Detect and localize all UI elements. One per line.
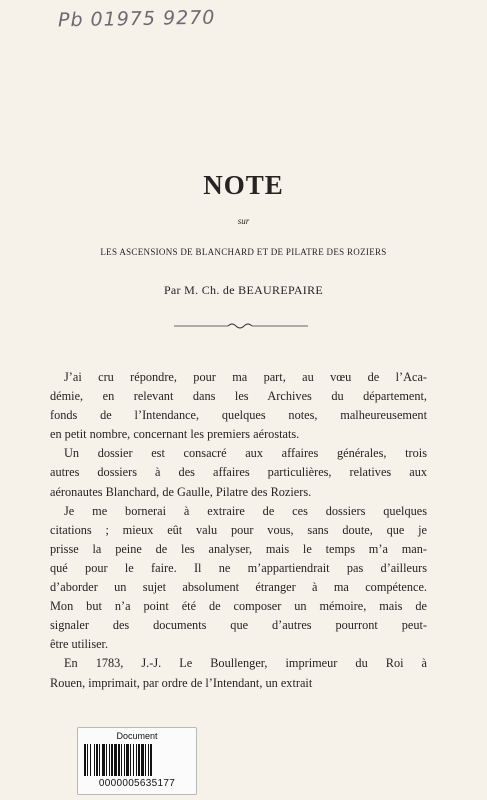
barcode-icon [84, 744, 190, 776]
body-line: en petit nombre, concernant les premiers aérostats. [50, 427, 300, 442]
body-text [50, 368, 427, 693]
barcode-bar [109, 744, 110, 776]
barcode-bar [106, 744, 107, 776]
barcode-label-sticker [77, 727, 197, 795]
handwritten-call-number: Pb 01975 9270 [57, 6, 216, 32]
barcode-title: Document [116, 731, 158, 741]
author-line: Par M. Ch. de BEAUREPAIRE [163, 283, 324, 297]
body-line: Mon but n’a point été de composer un mémoire, mais de [50, 599, 427, 614]
body-line: démie, en relevant dans les Archives du département, [50, 389, 427, 404]
barcode-bar [148, 744, 149, 776]
barcode-bar [94, 744, 95, 776]
body-line: citations ; mieux eût valu pour vous, sans doute, que je [50, 522, 427, 537]
barcode-bar [84, 744, 86, 776]
body-line: autres dossiers à des affaires particulières, relatives aux [50, 465, 427, 480]
body-line: En 1783, J.-J. Le Boullenger, imprimeur du Roi à [64, 656, 427, 671]
body-line: Rouen, imprimait, par ordre de l’Intendant, un extrait [50, 675, 313, 690]
barcode-bar [145, 744, 146, 776]
body-line: aéronautes Blanchard, de Gaulle, Pilatre des Roziers. [50, 484, 312, 499]
body-line: Un dossier est consacré aux affaires générales, trois [64, 446, 427, 461]
barcode-bar [141, 744, 144, 776]
barcode-bar [87, 744, 88, 776]
barcode-bar [130, 744, 131, 776]
barcode-bar [99, 744, 100, 776]
body-line: être utiliser. [50, 637, 109, 652]
document-subject: LES ASCENSIONS DE BLANCHARD ET DE PILATRE DES ROZIERS [100, 247, 387, 257]
barcode-number: 0000005635177 [98, 778, 176, 789]
body-line: Je me bornerai à extraire de ces dossiers quelques [64, 503, 427, 518]
barcode-bar [118, 744, 120, 776]
barcode-bar [102, 744, 105, 776]
body-line: prisse la peine de les analyser, mais le temps m’a man- [50, 541, 427, 556]
barcode-bar [124, 744, 125, 776]
barcode-bar [96, 744, 98, 776]
barcode-bar [136, 744, 137, 776]
ornament-divider-icon [168, 321, 318, 331]
barcode-bar [150, 744, 152, 776]
barcode-bar [138, 744, 140, 776]
barcode-bar [121, 744, 122, 776]
barcode-bar [111, 744, 113, 776]
barcode-bar [126, 744, 129, 776]
title-connector: sur [237, 216, 250, 226]
barcode-bar [90, 744, 91, 776]
body-line: qué pour le faire. Il ne m’appartiendrait pas d’ailleurs [50, 560, 427, 575]
body-line: J’ai cru répondre, pour ma part, au vœu de l’Aca- [64, 370, 427, 384]
barcode-bar [114, 744, 117, 776]
body-line: signaler des documents que d’autres pourront peut- [50, 618, 427, 633]
body-line: fonds de l’Intendance, quelques notes, malheureusement [50, 408, 427, 423]
document-title: NOTE [203, 170, 284, 200]
barcode-bar [133, 744, 134, 776]
body-line: d’aborder un sujet absolument étranger à ma compétence. [50, 580, 427, 595]
